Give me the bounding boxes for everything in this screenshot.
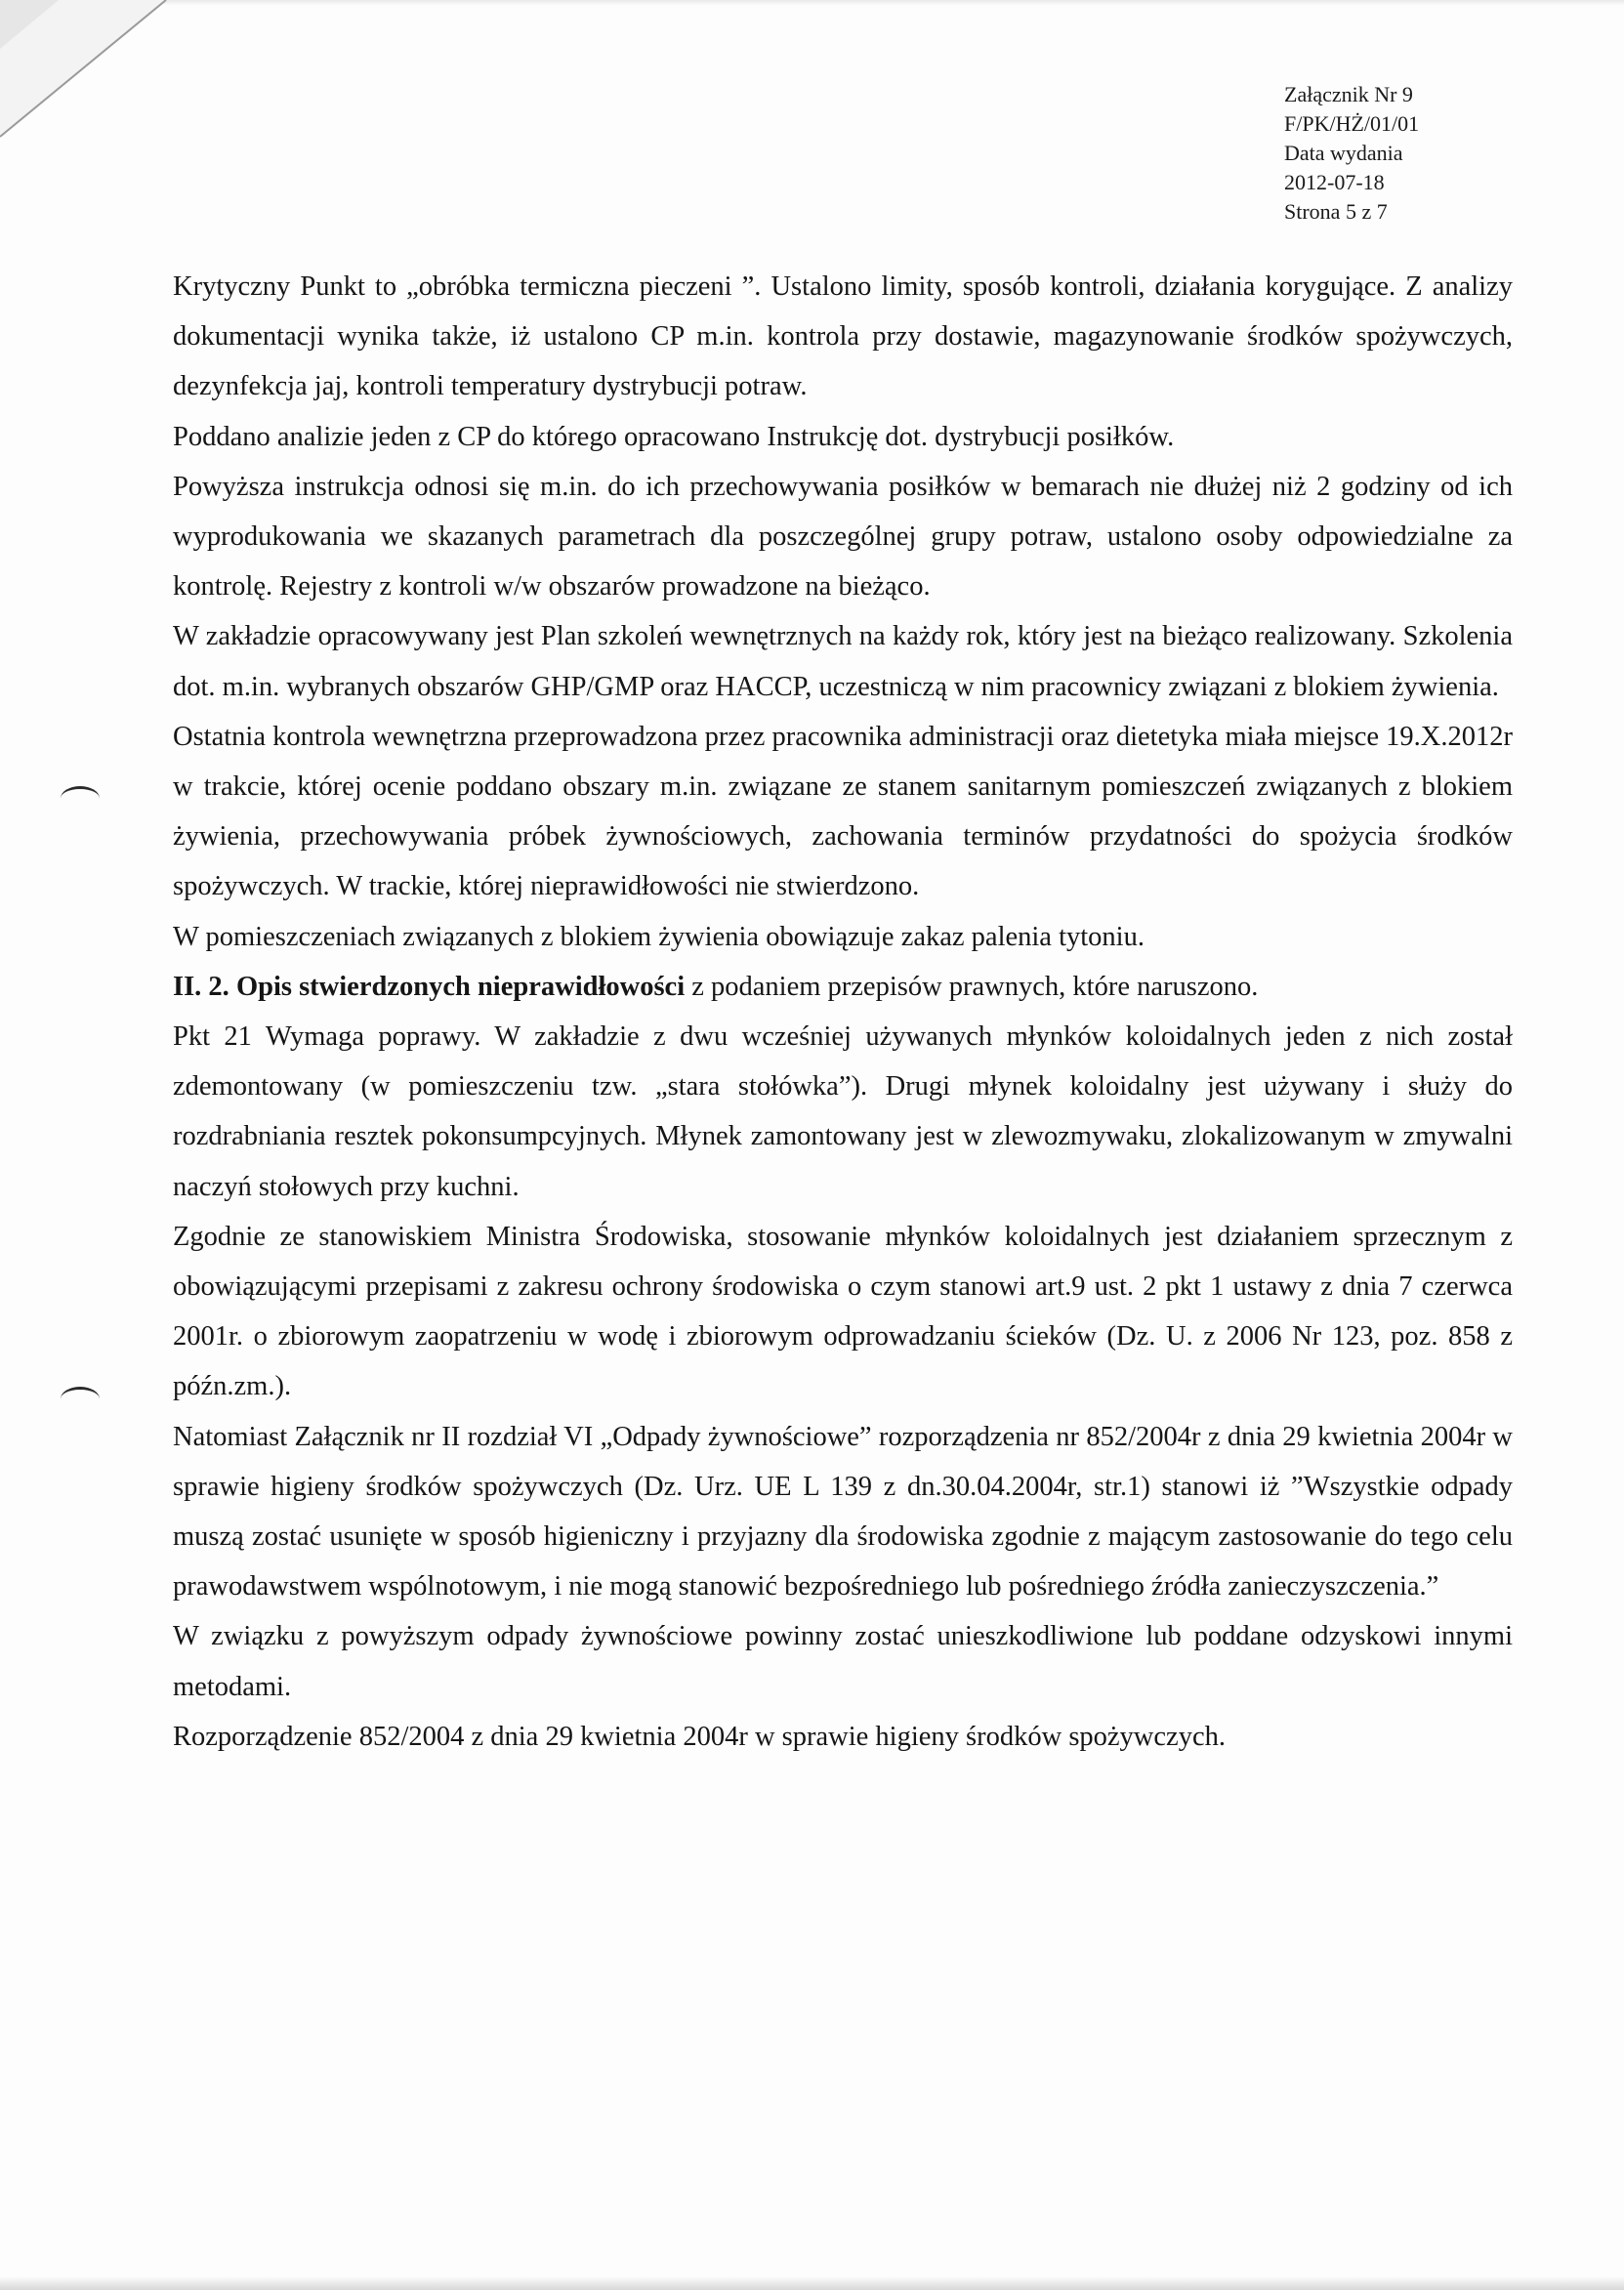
issue-date-label: Data wydania — [1284, 141, 1403, 165]
paragraph-instruction: Powyższa instrukcja odnosi się m.in. do ich przechowywania posiłków w bemarach nie dłużej niż 2 godziny od ich wyprodukowania we skazanych parametrach dla poszczególnej grupy potraw, ustalono osoby odpowiedzialne za kontrolę. Rejestry z kontroli w/w obszarów prowadzone na bieżąco. — [173, 471, 1513, 603]
paragraph-regulation-annex: Natomiast Załącznik nr II rozdział VI „Odpady żywnościowe” rozporządzenia nr 852/2004r z dnia 29 kwietnia 2004r w sprawie higieny środków spożywczych (Dz. Urz. UE L 139 z dn.30.04.2004r, str.1) stanowi iż ”Wszystkie odpady muszą zostać usunięte w sposób higieniczny i przyjazny dla środowiska zgodnie z mającym zastosowanie do tego celu prawodawstwem wspólnotowym, i nie mogą stanowić bezpośredniego lub pośredniego źródła zanieczyszczenia.” — [173, 1421, 1513, 1603]
page-number: Strona 5 z 7 — [1284, 199, 1388, 224]
document-code: F/PK/HŻ/01/01 — [1284, 111, 1420, 136]
paragraph-training: W zakładzie opracowywany jest Plan szkoleń wewnętrznych na każdy rok, który jest na bieżąco realizowany. Szkolenia dot. m.in. wybranych obszarów GHP/GMP oraz HACCP, uczestniczą w nim pracownicy związani z blokiem żywienia. — [173, 621, 1513, 702]
section-heading — [173, 962, 1513, 1012]
paragraph-analysis: Poddano analizie jeden z CP do którego opracowano Instrukcję dot. dystrybucji posiłków. — [173, 421, 1175, 452]
document-body — [173, 262, 1513, 1762]
paragraph-point-21: Pkt 21 Wymaga poprawy. W zakładzie z dwu wcześniej używanych młynków koloidalnych jeden z nich został zdemontowany (w pomieszczeniu tzw. „stara stołówka”). Drugi młynek koloidalny jest używany i służy do rozdrabniania resztek pokonsumpcyjnych. Młynek zamontowany jest w zlewozmywaku, zlokalizowanym w zmywalni naczyń stołowych przy kuchni. — [173, 1021, 1513, 1202]
folded-corner-mark — [0, 0, 171, 142]
punch-hole-mark — [61, 1387, 100, 1411]
document-header — [1284, 80, 1419, 227]
paragraph-smoking-ban: W pomieszczeniach związanych z blokiem żywienia obowiązuje zakaz palenia tytoniu. — [173, 921, 1145, 952]
section-subtitle: z podaniem przepisów prawnych, które naruszono. — [685, 971, 1259, 1002]
punch-hole-mark — [61, 786, 100, 811]
paragraph-internal-control: Ostatnia kontrola wewnętrzna przeprowadzona przez pracownika administracji oraz dietetyka miała miejsce 19.X.2012r w trakcie, której ocenie poddano obszary m.in. związane ze stanem sanitarnym pomieszczeń związanych z blokiem żywienia, przechowywania próbek żywnościowych, zachowania terminów przydatności do spożycia środków spożywczych. W trackie, której nieprawidłowości nie stwierdzono. — [173, 721, 1513, 902]
paragraph-regulation-reference: Rozporządzenie 852/2004 z dnia 29 kwietnia 2004r w sprawie higieny środków spożywczych. — [173, 1721, 1226, 1752]
paragraph-critical-point: Krytyczny Punkt to „obróbka termiczna pieczeni ”. Ustalono limity, sposób kontroli, działania korygujące. Z analizy dokumentacji wynika także, iż ustalono CP m.in. kontrola przy dostawie, magazynowanie środków spożywczych, dezynfekcja jaj, kontroli temperatury dystrybucji potraw. — [173, 271, 1513, 402]
section-title: Opis stwierdzonych nieprawidłowości — [235, 971, 686, 1002]
issue-date: 2012-07-18 — [1284, 170, 1385, 194]
paragraph-ministry-position: Zgodnie ze stanowiskiem Ministra Środowiska, stosowanie młynków koloidalnych jest działaniem sprzecznym z obowiązującymi przepisami z zakresu ochrony środowiska o czym stanowi art.9 ust. 2 pkt 1 ustawy z dnia 7 czerwca 2001r. o zbiorowym zaopatrzeniu w wodę i zbiorowym odprowadzaniu ścieków (Dz. U. z 2006 Nr 123, poz. 858 z późn.zm.). — [173, 1221, 1513, 1402]
section-number: II. 2. — [173, 971, 229, 1002]
attachment-number: Załącznik Nr 9 — [1284, 82, 1413, 106]
scan-edge-top — [0, 0, 1624, 6]
paragraph-consequence: W związku z powyższym odpady żywnościowe powinny zostać unieszkodliwione lub poddane odzyskowi innymi metodami. — [173, 1621, 1513, 1702]
scan-edge-bottom — [0, 2275, 1624, 2290]
